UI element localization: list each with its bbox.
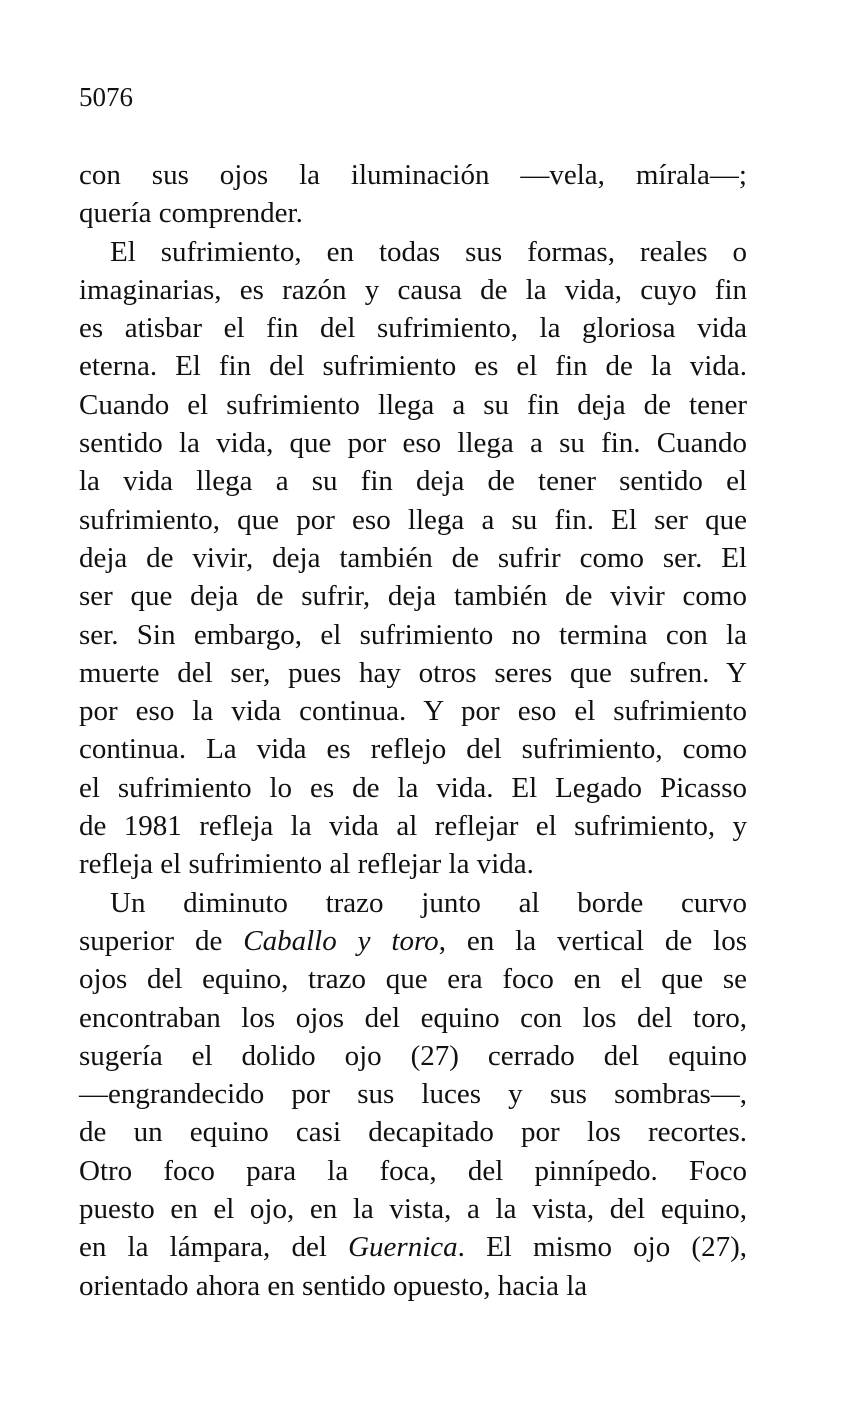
text-line: el sufrimiento lo es de la vida. El Legado Picasso bbox=[79, 771, 747, 804]
page-number: 5076 bbox=[79, 82, 133, 112]
text-line: de un equino casi decapitado por los recortes. bbox=[79, 1116, 747, 1149]
text-line: ojos del equino, trazo que era foco en el que se bbox=[79, 963, 747, 996]
book-page bbox=[79, 78, 747, 1305]
text-line: sufrimiento, que por eso llega a su fin. El ser que bbox=[79, 503, 747, 536]
paragraph bbox=[79, 156, 747, 233]
text-line: deja de vivir, deja también de sufrir como ser. El bbox=[79, 541, 747, 574]
text-line: imaginarias, es razón y causa de la vida, cuyo fin bbox=[79, 273, 747, 306]
text-line: la vida llega a su fin deja de tener sentido el bbox=[79, 465, 747, 498]
text-line: eterna. El fin del sufrimiento es el fin de la vida. bbox=[79, 350, 747, 383]
text-line: con sus ojos la iluminación —vela, mírala—; bbox=[79, 159, 747, 191]
paragraph bbox=[79, 233, 747, 884]
italic-title: Caballo y toro bbox=[243, 924, 439, 957]
text-line: muerte del ser, pues hay otros seres que sufren. Y bbox=[79, 656, 747, 689]
body-text bbox=[79, 156, 747, 1305]
text-line: de 1981 refleja la vida al reflejar el sufrimiento, y bbox=[79, 810, 747, 843]
text-line: Cuando el sufrimiento llega a su fin deja de tener bbox=[79, 388, 747, 421]
text-line: orientado ahora en sentido opuesto, hacia la bbox=[79, 1269, 588, 1302]
text-line: es atisbar el fin del sufrimiento, la gloriosa vida bbox=[79, 312, 747, 345]
text-line: por eso la vida continua. Y por eso el sufrimiento bbox=[79, 695, 747, 728]
text-line: sugería el dolido ojo (27) cerrado del equino bbox=[79, 1039, 747, 1072]
text-line: ser que deja de sufrir, deja también de vivir como bbox=[79, 580, 747, 613]
text-line: Un diminuto trazo junto al borde curvo bbox=[110, 886, 747, 919]
italic-title: Guernica bbox=[348, 1231, 458, 1264]
text-line: refleja el sufrimiento al reflejar la vida. bbox=[79, 848, 534, 881]
text-line: en la lámpara, del Guernica. El mismo ojo (27), bbox=[79, 1231, 747, 1264]
text-line: superior de Caballo y toro, en la vertical de los bbox=[79, 924, 747, 957]
text-line: sentido la vida, que por eso llega a su fin. Cuando bbox=[79, 427, 747, 460]
text-line: quería comprender. bbox=[79, 197, 303, 230]
text-line: —engrandecido por sus luces y sus sombras—, bbox=[79, 1078, 747, 1111]
text-line: encontraban los ojos del equino con los del toro, bbox=[79, 1001, 747, 1034]
text-line: puesto en el ojo, en la vista, a la vista, del equino, bbox=[79, 1193, 747, 1226]
paragraph bbox=[79, 884, 747, 1305]
text-line: Otro foco para la foca, del pinnípedo. Foco bbox=[79, 1154, 747, 1187]
text-line: ser. Sin embargo, el sufrimiento no termina con la bbox=[79, 618, 747, 651]
text-line: El sufrimiento, en todas sus formas, reales o bbox=[110, 235, 747, 268]
text-line: continua. La vida es reflejo del sufrimiento, como bbox=[79, 733, 747, 766]
